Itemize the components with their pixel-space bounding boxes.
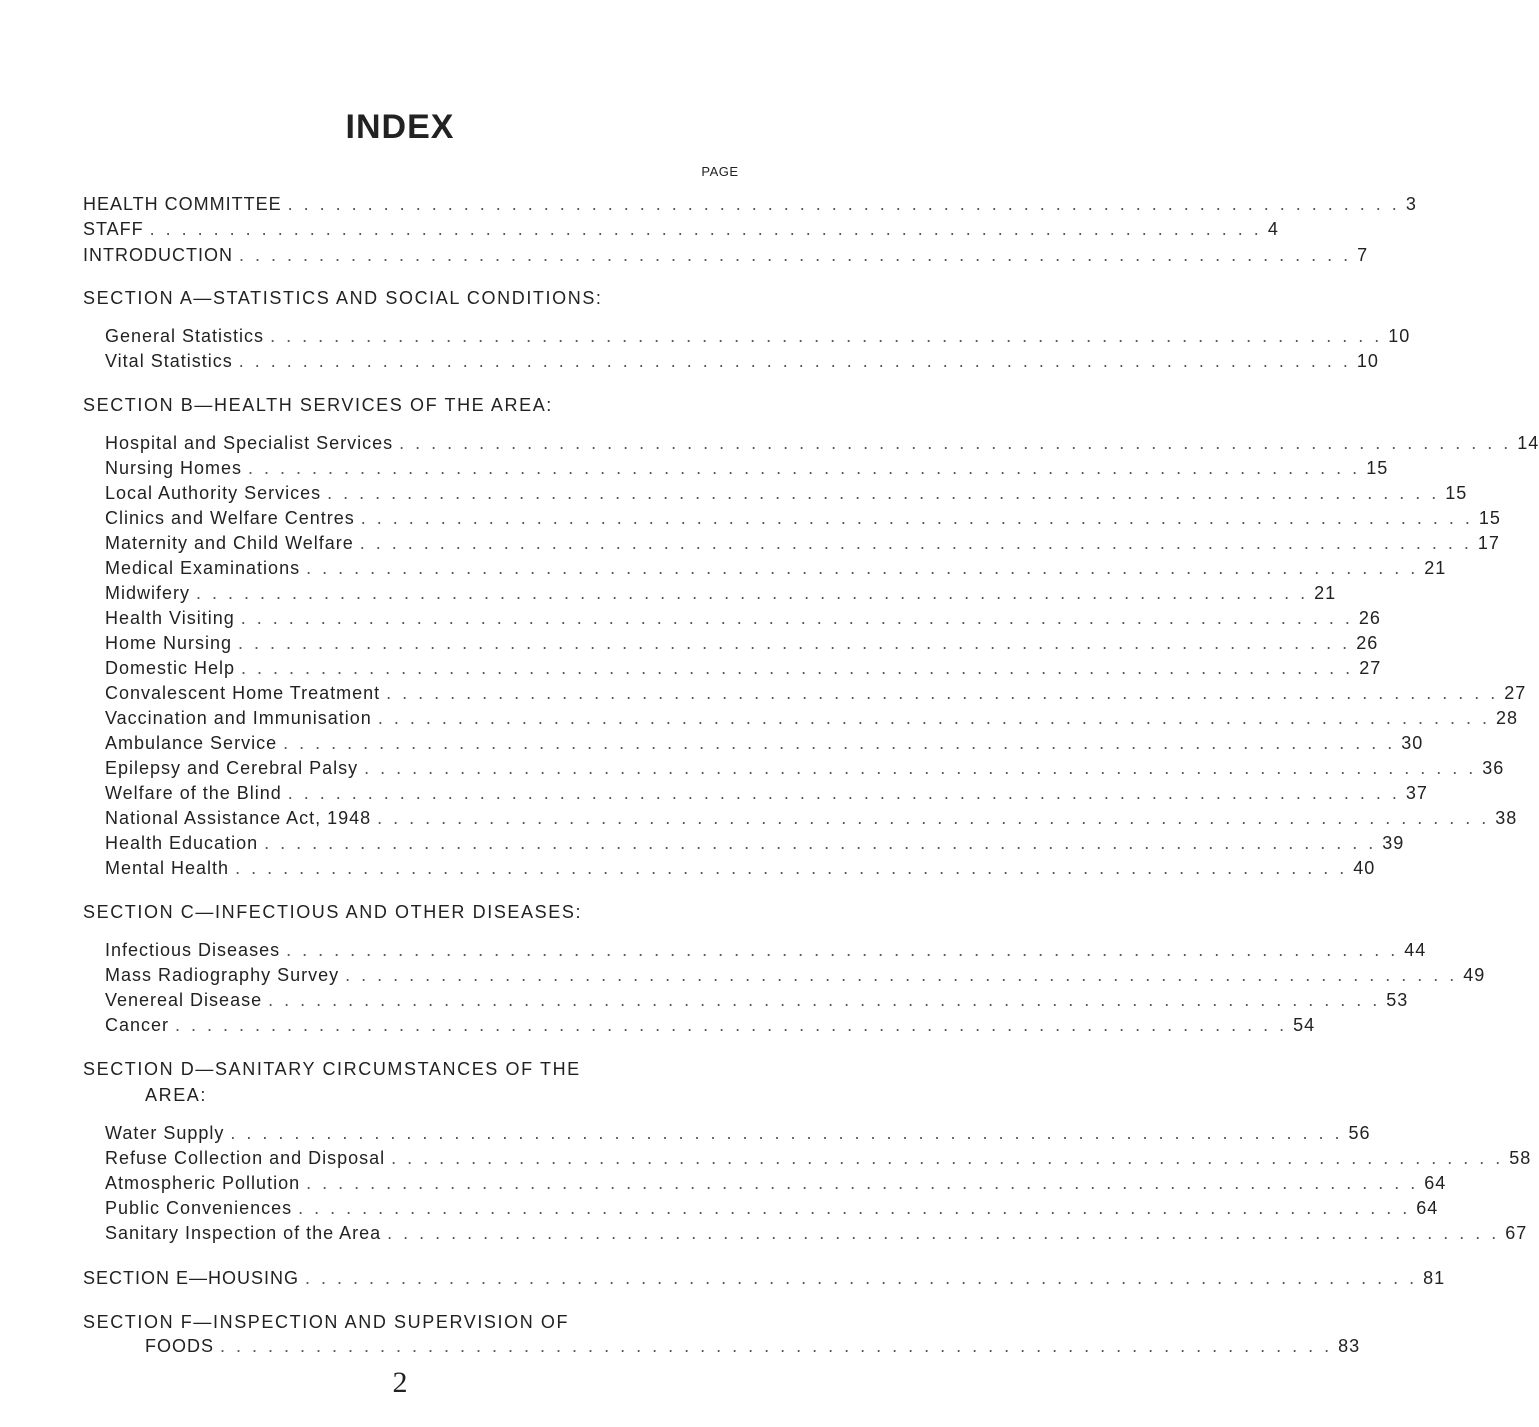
page-ref: 17 [1477, 533, 1500, 553]
dot-leader: . . . . . . . . . . . . . . . . . . . . . . . . . . . . . . . . . . . . . . . . . . . . . . . . . . . . . . . . . . . . . . . . . . . . . . [327, 483, 1440, 503]
dot-leader: . . . . . . . . . . . . . . . . . . . . . . . . . . . . . . . . . . . . . . . . . . . . . . . . . . . . . . . . . . . . . . . . . . . . . . [359, 533, 1472, 553]
page-ref: 10 [1356, 351, 1379, 371]
toc-entry[interactable]: Medical Examinations . . . . . . . . . . . . . . . . . . . . . . . . . . . . . . . . . . . . . . . . . . . . . . . . . . . . . . . . . . . . . . . . . . . . . . 21 [105, 558, 1447, 578]
dot-leader: . . . . . . . . . . . . . . . . . . . . . . . . . . . . . . . . . . . . . . . . . . . . . . . . . . . . . . . . . . . . . . . . . . . . . . [287, 783, 1400, 803]
page-ref: 44 [1404, 940, 1427, 960]
section-c-heading: SECTION C—INFECTIOUS AND OTHER DISEASES: [83, 902, 583, 922]
toc-entry[interactable]: Hospital and Specialist Services . . . . . . . . . . . . . . . . . . . . . . . . . . . . . . . . . . . . . . . . . . . . . . . . . . . . . . . . . . . . . . . . . . . . . . 14 [105, 433, 1539, 453]
dot-leader: . . . . . . . . . . . . . . . . . . . . . . . . . . . . . . . . . . . . . . . . . . . . . . . . . . . . . . . . . . . . . . . . . . . . . . [270, 326, 1383, 346]
page-ref: 83 [1338, 1336, 1361, 1356]
toc-entry[interactable]: Convalescent Home Treatment . . . . . . . . . . . . . . . . . . . . . . . . . . . . . . . . . . . . . . . . . . . . . . . . . . . . . . . . . . . . . . . . . . . . . . 27 [105, 683, 1527, 703]
toc-entry[interactable]: Cancer . . . . . . . . . . . . . . . . . . . . . . . . . . . . . . . . . . . . . . . . . . . . . . . . . . . . . . . . . . . . . . . . . . . . . . 54 [105, 1015, 1316, 1035]
section-a-heading: SECTION A—STATISTICS AND SOCIAL CONDITIONS: [83, 288, 603, 308]
dot-leader: . . . . . . . . . . . . . . . . . . . . . . . . . . . . . . . . . . . . . . . . . . . . . . . . . . . . . . . . . . . . . . . . . . . . . . [238, 633, 1351, 653]
section-b-heading: SECTION B—HEALTH SERVICES OF THE AREA: [83, 395, 553, 415]
toc-entry[interactable]: Public Conveniences . . . . . . . . . . . . . . . . . . . . . . . . . . . . . . . . . . . . . . . . . . . . . . . . . . . . . . . . . . . . . . . . . . . . . . 64 [105, 1198, 1439, 1218]
page-ref: 10 [1388, 326, 1411, 346]
toc-entry[interactable]: Ambulance Service . . . . . . . . . . . . . . . . . . . . . . . . . . . . . . . . . . . . . . . . . . . . . . . . . . . . . . . . . . . . . . . . . . . . . . 30 [105, 733, 1424, 753]
toc-entry[interactable]: Atmospheric Pollution . . . . . . . . . . . . . . . . . . . . . . . . . . . . . . . . . . . . . . . . . . . . . . . . . . . . . . . . . . . . . . . . . . . . . . 64 [105, 1173, 1447, 1193]
toc-entry[interactable]: Midwifery . . . . . . . . . . . . . . . . . . . . . . . . . . . . . . . . . . . . . . . . . . . . . . . . . . . . . . . . . . . . . . . . . . . . . . 21 [105, 583, 1337, 603]
toc-entry[interactable]: Domestic Help . . . . . . . . . . . . . . . . . . . . . . . . . . . . . . . . . . . . . . . . . . . . . . . . . . . . . . . . . . . . . . . . . . . . . . 27 [105, 658, 1382, 678]
page-ref: 21 [1314, 583, 1337, 603]
dot-leader: . . . . . . . . . . . . . . . . . . . . . . . . . . . . . . . . . . . . . . . . . . . . . . . . . . . . . . . . . . . . . . . . . . . . . . [377, 708, 1490, 728]
dot-leader: . . . . . . . . . . . . . . . . . . . . . . . . . . . . . . . . . . . . . . . . . . . . . . . . . . . . . . . . . . . . . . . . . . . . . . [386, 683, 1499, 703]
page-ref: 15 [1445, 483, 1468, 503]
toc-entry[interactable]: Infectious Diseases . . . . . . . . . . . . . . . . . . . . . . . . . . . . . . . . . . . . . . . . . . . . . . . . . . . . . . . . . . . . . . . . . . . . . . 44 [105, 940, 1427, 960]
toc-entry[interactable]: General Statistics . . . . . . . . . . . . . . . . . . . . . . . . . . . . . . . . . . . . . . . . . . . . . . . . . . . . . . . . . . . . . . . . . . . . . . 10 [105, 326, 1411, 346]
dot-leader: . . . . . . . . . . . . . . . . . . . . . . . . . . . . . . . . . . . . . . . . . . . . . . . . . . . . . . . . . . . . . . . . . . . . . . [238, 351, 1351, 371]
dot-leader: . . . . . . . . . . . . . . . . . . . . . . . . . . . . . . . . . . . . . . . . . . . . . . . . . . . . . . . . . . . . . . . . . . . . . . [196, 583, 1309, 603]
toc-entry[interactable]: Health Education . . . . . . . . . . . . . . . . . . . . . . . . . . . . . . . . . . . . . . . . . . . . . . . . . . . . . . . . . . . . . . . . . . . . . . 39 [105, 833, 1405, 853]
dot-leader: . . . . . . . . . . . . . . . . . . . . . . . . . . . . . . . . . . . . . . . . . . . . . . . . . . . . . . . . . . . . . . . . . . . . . . [268, 990, 1381, 1010]
toc-entry-section-f[interactable]: FOODS . . . . . . . . . . . . . . . . . . . . . . . . . . . . . . . . . . . . . . . . . . . . . . . . . . . . . . . . . . . . . . . . . . . . . . 83 [145, 1336, 1361, 1356]
page-ref: 58 [1509, 1148, 1532, 1168]
page-ref: 4 [1267, 219, 1279, 239]
page-ref: 64 [1416, 1198, 1439, 1218]
dot-leader: . . . . . . . . . . . . . . . . . . . . . . . . . . . . . . . . . . . . . . . . . . . . . . . . . . . . . . . . . . . . . . . . . . . . . . [377, 808, 1490, 828]
toc-entry[interactable]: Refuse Collection and Disposal . . . . . . . . . . . . . . . . . . . . . . . . . . . . . . . . . . . . . . . . . . . . . . . . . . . . . . . . . . . . . . . . . . . . . . 58 [105, 1148, 1532, 1168]
dot-leader: . . . . . . . . . . . . . . . . . . . . . . . . . . . . . . . . . . . . . . . . . . . . . . . . . . . . . . . . . . . . . . . . . . . . . . [345, 965, 1458, 985]
page-ref: 26 [1358, 608, 1381, 628]
toc-entry[interactable]: Clinics and Welfare Centres . . . . . . . . . . . . . . . . . . . . . . . . . . . . . . . . . . . . . . . . . . . . . . . . . . . . . . . . . . . . . . . . . . . . . . 15 [105, 508, 1501, 528]
page-ref: 15 [1366, 458, 1389, 478]
toc-entry[interactable]: Local Authority Services . . . . . . . . . . . . . . . . . . . . . . . . . . . . . . . . . . . . . . . . . . . . . . . . . . . . . . . . . . . . . . . . . . . . . . 15 [105, 483, 1468, 503]
page-ref: 53 [1386, 990, 1409, 1010]
page-ref: 40 [1353, 858, 1376, 878]
toc-entry-section-e[interactable]: SECTION E—HOUSING . . . . . . . . . . . . . . . . . . . . . . . . . . . . . . . . . . . . . . . . . . . . . . . . . . . . . . . . . . . . . . . . . . . . . . 81 [83, 1268, 1446, 1288]
page-ref: 64 [1424, 1173, 1447, 1193]
dot-leader: . . . . . . . . . . . . . . . . . . . . . . . . . . . . . . . . . . . . . . . . . . . . . . . . . . . . . . . . . . . . . . . . . . . . . . [387, 1223, 1500, 1243]
toc-entry[interactable]: Epilepsy and Cerebral Palsy . . . . . . . . . . . . . . . . . . . . . . . . . . . . . . . . . . . . . . . . . . . . . . . . . . . . . . . . . . . . . . . . . . . . . . 36 [105, 758, 1505, 778]
toc-entry[interactable]: National Assistance Act, 1948 . . . . . . . . . . . . . . . . . . . . . . . . . . . . . . . . . . . . . . . . . . . . . . . . . . . . . . . . . . . . . . . . . . . . . . 38 [105, 808, 1518, 828]
toc-entry-staff[interactable]: STAFF . . . . . . . . . . . . . . . . . . . . . . . . . . . . . . . . . . . . . . . . . . . . . . . . . . . . . . . . . . . . . . . . . . . . . . 4 [83, 219, 1279, 239]
toc-entry-health-committee[interactable]: HEALTH COMMITTEE . . . . . . . . . . . . . . . . . . . . . . . . . . . . . . . . . . . . . . . . . . . . . . . . . . . . . . . . . . . . . . . . . . . . . . 3 [83, 194, 1417, 214]
footer-page-number: 2 [392, 1366, 408, 1399]
dot-leader: . . . . . . . . . . . . . . . . . . . . . . . . . . . . . . . . . . . . . . . . . . . . . . . . . . . . . . . . . . . . . . . . . . . . . . [399, 433, 1512, 453]
page-ref: 14 [1517, 433, 1539, 453]
dot-leader: . . . . . . . . . . . . . . . . . . . . . . . . . . . . . . . . . . . . . . . . . . . . . . . . . . . . . . . . . . . . . . . . . . . . . . [239, 245, 1352, 265]
toc-entry[interactable]: Nursing Homes . . . . . . . . . . . . . . . . . . . . . . . . . . . . . . . . . . . . . . . . . . . . . . . . . . . . . . . . . . . . . . . . . . . . . . 15 [105, 458, 1389, 478]
page-ref: 28 [1495, 708, 1518, 728]
toc-entry[interactable]: Health Visiting . . . . . . . . . . . . . . . . . . . . . . . . . . . . . . . . . . . . . . . . . . . . . . . . . . . . . . . . . . . . . . . . . . . . . . 26 [105, 608, 1381, 628]
dot-leader: . . . . . . . . . . . . . . . . . . . . . . . . . . . . . . . . . . . . . . . . . . . . . . . . . . . . . . . . . . . . . . . . . . . . . . [149, 219, 1262, 239]
dot-leader: . . . . . . . . . . . . . . . . . . . . . . . . . . . . . . . . . . . . . . . . . . . . . . . . . . . . . . . . . . . . . . . . . . . . . . [175, 1015, 1288, 1035]
page-ref: 38 [1495, 808, 1518, 828]
dot-leader: . . . . . . . . . . . . . . . . . . . . . . . . . . . . . . . . . . . . . . . . . . . . . . . . . . . . . . . . . . . . . . . . . . . . . . [286, 940, 1399, 960]
dot-leader: . . . . . . . . . . . . . . . . . . . . . . . . . . . . . . . . . . . . . . . . . . . . . . . . . . . . . . . . . . . . . . . . . . . . . . [391, 1148, 1504, 1168]
toc-entry[interactable]: Water Supply . . . . . . . . . . . . . . . . . . . . . . . . . . . . . . . . . . . . . . . . . . . . . . . . . . . . . . . . . . . . . . . . . . . . . . 56 [105, 1123, 1371, 1143]
page-column-label: PAGE [701, 164, 739, 179]
dot-leader: . . . . . . . . . . . . . . . . . . . . . . . . . . . . . . . . . . . . . . . . . . . . . . . . . . . . . . . . . . . . . . . . . . . . . . [248, 458, 1361, 478]
section-f-heading: SECTION F—INSPECTION AND SUPERVISION OF [83, 1312, 570, 1332]
section-d-heading: SECTION D—SANITARY CIRCUMSTANCES OF THE [83, 1059, 581, 1079]
page-ref: 54 [1293, 1015, 1316, 1035]
page-ref: 3 [1405, 194, 1417, 214]
dot-leader: . . . . . . . . . . . . . . . . . . . . . . . . . . . . . . . . . . . . . . . . . . . . . . . . . . . . . . . . . . . . . . . . . . . . . . [306, 558, 1419, 578]
page-ref: 67 [1505, 1223, 1528, 1243]
dot-leader: . . . . . . . . . . . . . . . . . . . . . . . . . . . . . . . . . . . . . . . . . . . . . . . . . . . . . . . . . . . . . . . . . . . . . . [264, 833, 1377, 853]
dot-leader: . . . . . . . . . . . . . . . . . . . . . . . . . . . . . . . . . . . . . . . . . . . . . . . . . . . . . . . . . . . . . . . . . . . . . . [298, 1198, 1411, 1218]
page-ref: 56 [1348, 1123, 1371, 1143]
toc-entry[interactable]: Maternity and Child Welfare . . . . . . . . . . . . . . . . . . . . . . . . . . . . . . . . . . . . . . . . . . . . . . . . . . . . . . . . . . . . . . . . . . . . . . 17 [105, 533, 1500, 553]
dot-leader: . . . . . . . . . . . . . . . . . . . . . . . . . . . . . . . . . . . . . . . . . . . . . . . . . . . . . . . . . . . . . . . . . . . . . . [287, 194, 1400, 214]
page-ref: 7 [1357, 245, 1369, 265]
toc-entry[interactable]: Sanitary Inspection of the Area . . . . . . . . . . . . . . . . . . . . . . . . . . . . . . . . . . . . . . . . . . . . . . . . . . . . . . . . . . . . . . . . . . . . . . 67 [105, 1223, 1528, 1243]
page-ref: 39 [1382, 833, 1405, 853]
page-ref: 21 [1424, 558, 1447, 578]
page-ref: 27 [1359, 658, 1382, 678]
page-ref: 49 [1463, 965, 1486, 985]
page-ref: 27 [1504, 683, 1527, 703]
page-ref: 81 [1423, 1268, 1446, 1288]
dot-leader: . . . . . . . . . . . . . . . . . . . . . . . . . . . . . . . . . . . . . . . . . . . . . . . . . . . . . . . . . . . . . . . . . . . . . . [241, 658, 1354, 678]
dot-leader: . . . . . . . . . . . . . . . . . . . . . . . . . . . . . . . . . . . . . . . . . . . . . . . . . . . . . . . . . . . . . . . . . . . . . . [240, 608, 1353, 628]
dot-leader: . . . . . . . . . . . . . . . . . . . . . . . . . . . . . . . . . . . . . . . . . . . . . . . . . . . . . . . . . . . . . . . . . . . . . . [283, 733, 1396, 753]
toc-entry[interactable]: Welfare of the Blind . . . . . . . . . . . . . . . . . . . . . . . . . . . . . . . . . . . . . . . . . . . . . . . . . . . . . . . . . . . . . . . . . . . . . . 37 [105, 783, 1428, 803]
page-ref: 30 [1401, 733, 1424, 753]
dot-leader: . . . . . . . . . . . . . . . . . . . . . . . . . . . . . . . . . . . . . . . . . . . . . . . . . . . . . . . . . . . . . . . . . . . . . . [235, 858, 1348, 878]
dot-leader: . . . . . . . . . . . . . . . . . . . . . . . . . . . . . . . . . . . . . . . . . . . . . . . . . . . . . . . . . . . . . . . . . . . . . . [220, 1336, 1333, 1356]
toc-entry-introduction[interactable]: INTRODUCTION . . . . . . . . . . . . . . . . . . . . . . . . . . . . . . . . . . . . . . . . . . . . . . . . . . . . . . . . . . . . . . . . . . . . . . 7 [83, 245, 1369, 265]
dot-leader: . . . . . . . . . . . . . . . . . . . . . . . . . . . . . . . . . . . . . . . . . . . . . . . . . . . . . . . . . . . . . . . . . . . . . . [305, 1268, 1418, 1288]
page-ref: 15 [1478, 508, 1501, 528]
page-ref: 36 [1482, 758, 1505, 778]
dot-leader: . . . . . . . . . . . . . . . . . . . . . . . . . . . . . . . . . . . . . . . . . . . . . . . . . . . . . . . . . . . . . . . . . . . . . . [364, 758, 1477, 778]
page-ref: 26 [1356, 633, 1379, 653]
toc-entry[interactable]: Vital Statistics . . . . . . . . . . . . . . . . . . . . . . . . . . . . . . . . . . . . . . . . . . . . . . . . . . . . . . . . . . . . . . . . . . . . . . 10 [105, 351, 1379, 371]
dot-leader: . . . . . . . . . . . . . . . . . . . . . . . . . . . . . . . . . . . . . . . . . . . . . . . . . . . . . . . . . . . . . . . . . . . . . . [306, 1173, 1419, 1193]
toc-entry[interactable]: Mass Radiography Survey . . . . . . . . . . . . . . . . . . . . . . . . . . . . . . . . . . . . . . . . . . . . . . . . . . . . . . . . . . . . . . . . . . . . . . 49 [105, 965, 1486, 985]
dot-leader: . . . . . . . . . . . . . . . . . . . . . . . . . . . . . . . . . . . . . . . . . . . . . . . . . . . . . . . . . . . . . . . . . . . . . . [230, 1123, 1343, 1143]
section-d-heading-cont: AREA: [145, 1085, 208, 1105]
page-ref: 37 [1405, 783, 1428, 803]
toc-entry[interactable]: Venereal Disease . . . . . . . . . . . . . . . . . . . . . . . . . . . . . . . . . . . . . . . . . . . . . . . . . . . . . . . . . . . . . . . . . . . . . . 53 [105, 990, 1409, 1010]
toc-entry[interactable]: Vaccination and Immunisation . . . . . . . . . . . . . . . . . . . . . . . . . . . . . . . . . . . . . . . . . . . . . . . . . . . . . . . . . . . . . . . . . . . . . . 28 [105, 708, 1518, 728]
index-title: INDEX [345, 108, 455, 146]
toc-entry[interactable]: Home Nursing . . . . . . . . . . . . . . . . . . . . . . . . . . . . . . . . . . . . . . . . . . . . . . . . . . . . . . . . . . . . . . . . . . . . . . 26 [105, 633, 1379, 653]
toc-entry[interactable]: Mental Health . . . . . . . . . . . . . . . . . . . . . . . . . . . . . . . . . . . . . . . . . . . . . . . . . . . . . . . . . . . . . . . . . . . . . . 40 [105, 858, 1376, 878]
dot-leader: . . . . . . . . . . . . . . . . . . . . . . . . . . . . . . . . . . . . . . . . . . . . . . . . . . . . . . . . . . . . . . . . . . . . . . [360, 508, 1473, 528]
